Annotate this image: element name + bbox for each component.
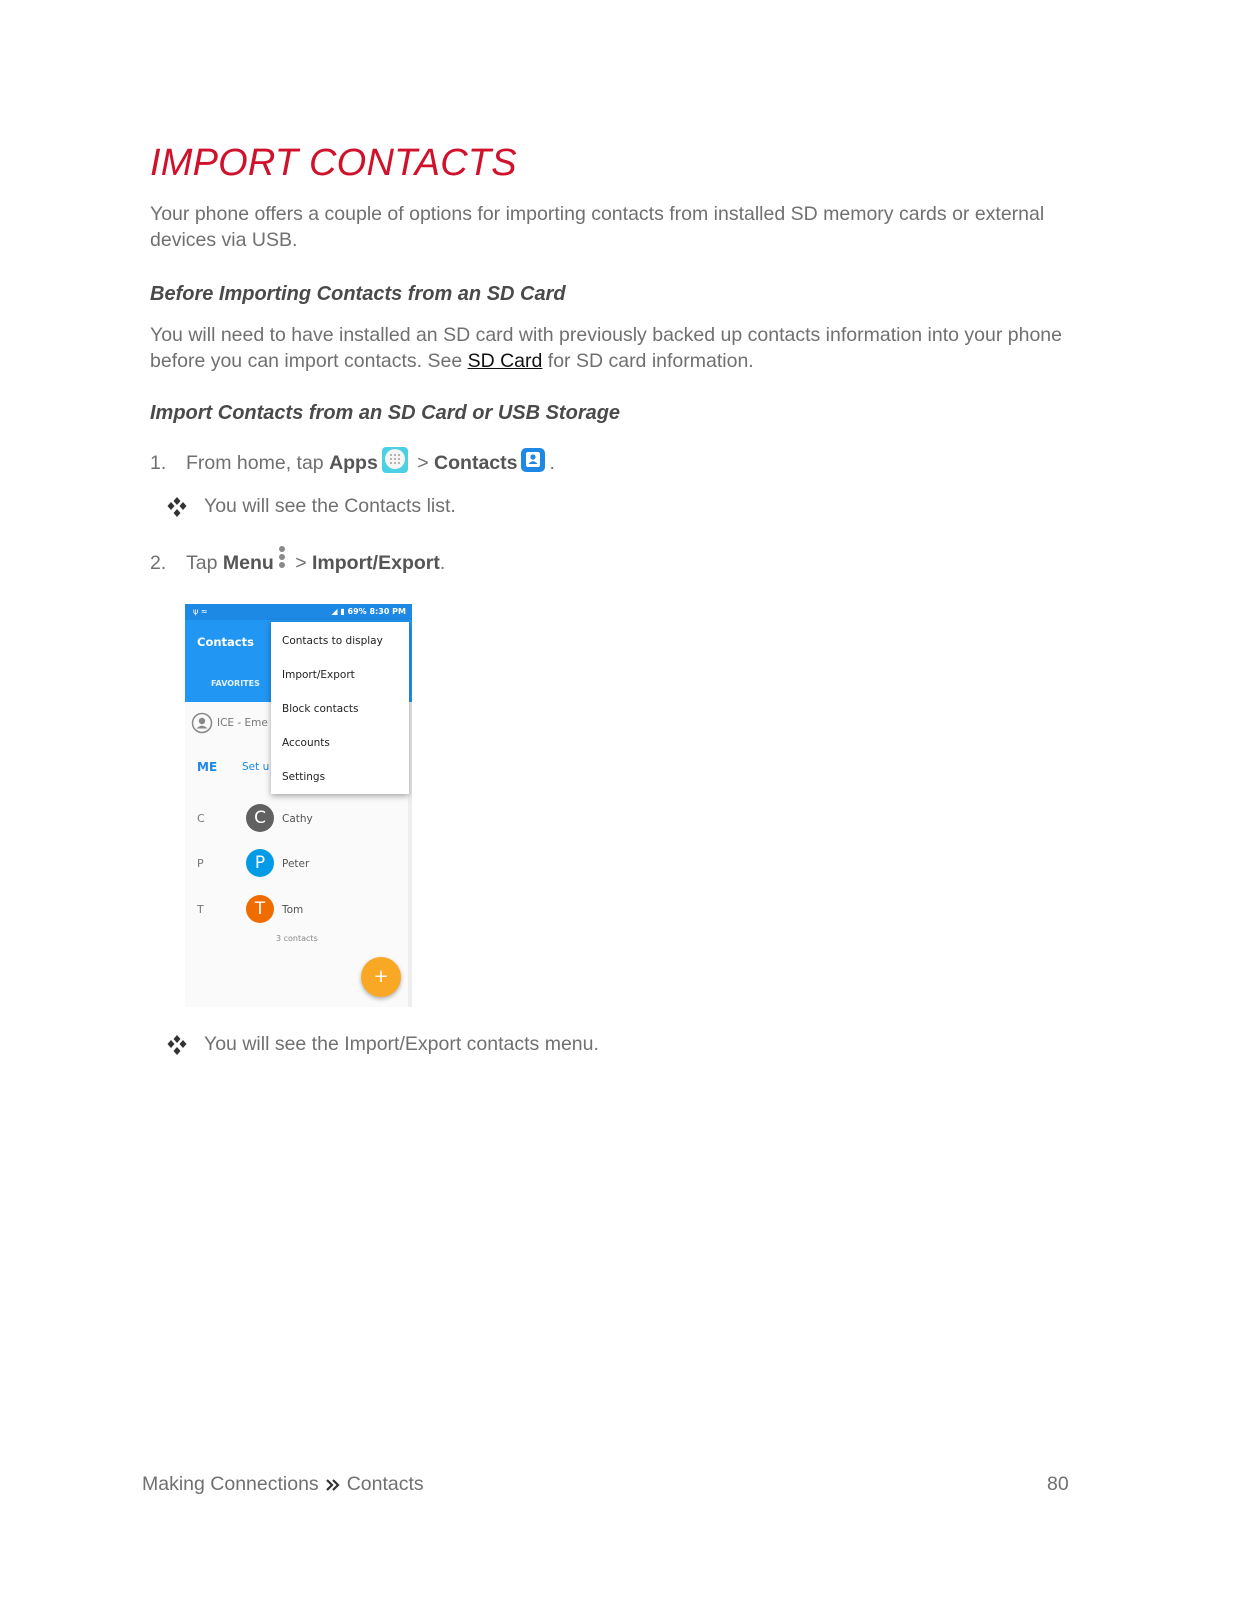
step-1 — [150, 447, 555, 479]
menu-item-contacts-to-display[interactable]: Contacts to display — [282, 635, 383, 647]
me-label: ME — [197, 760, 218, 774]
contact-name: Cathy — [282, 813, 313, 825]
contact-row[interactable] — [185, 895, 412, 925]
tab-favorites[interactable]: FAVORITES — [211, 679, 260, 688]
setup-profile-link[interactable]: Set u — [242, 761, 270, 773]
step-1-number: 1. — [150, 451, 167, 474]
intro-paragraph: Your phone offers a couple of options for importing contacts from installed SD memory cards or external devices via USB. — [150, 203, 1045, 251]
menu-item-accounts[interactable]: Accounts — [282, 737, 330, 749]
footer-section: Making Connections — [142, 1473, 319, 1495]
before-importing-text: You will need to have installed an SD card with previously backed up contacts information into your phone before you can import contacts. See — [150, 324, 1062, 372]
bullet-contacts-list — [166, 495, 456, 518]
import-export-label: Import/Export — [312, 551, 440, 574]
footer-breadcrumb — [142, 1473, 424, 1496]
menu-item-settings[interactable]: Settings — [282, 771, 326, 783]
section-heading-before-importing: Before Importing Contacts from an SD Card — [150, 283, 566, 305]
add-contact-button[interactable]: + — [361, 957, 401, 997]
avatar: T — [246, 895, 274, 923]
page-title: IMPORT CONTACTS — [150, 142, 517, 184]
step-1-text: From home, tap — [186, 451, 330, 474]
step-1-separator: > — [411, 451, 435, 474]
contacts-count: 3 contacts — [276, 934, 318, 943]
status-right — [331, 607, 406, 616]
contact-name: Tom — [282, 904, 304, 916]
contact-row[interactable] — [185, 804, 412, 834]
overflow-menu — [271, 622, 409, 794]
section-letter: P — [197, 857, 204, 870]
section-letter: C — [197, 812, 205, 825]
sd-card-link[interactable]: SD Card — [467, 350, 543, 372]
contacts-label: Contacts — [434, 451, 518, 474]
avatar: C — [246, 804, 274, 832]
page-number: 80 — [1047, 1473, 1069, 1495]
avatar: P — [246, 849, 274, 877]
section-letter: T — [197, 903, 204, 916]
ice-row[interactable] — [191, 712, 268, 734]
signal-icon: ◢ — [331, 607, 338, 616]
contacts-app-icon — [520, 447, 546, 479]
contact-row[interactable] — [185, 849, 412, 879]
before-importing-text-end: for SD card information. — [542, 350, 754, 372]
battery-icon: ▮ — [340, 607, 345, 616]
menu-item-import-export[interactable]: Import/Export — [282, 669, 355, 681]
diamond-bullet-icon — [166, 1034, 188, 1056]
bullet-import-export-text: You will see the Import/Export contacts menu. — [204, 1033, 599, 1055]
apps-label: Apps — [329, 451, 378, 474]
ice-label: ICE - Eme — [217, 717, 268, 729]
step-2-separator: > — [289, 551, 313, 574]
menu-item-block-contacts[interactable]: Block contacts — [282, 703, 359, 715]
person-icon — [191, 712, 213, 734]
section-heading-import-contacts: Import Contacts from an SD Card or USB Storage — [150, 402, 621, 424]
menu-label: Menu — [222, 551, 274, 574]
double-chevron-icon — [325, 1478, 341, 1492]
apps-icon — [381, 446, 409, 480]
contact-name: Peter — [282, 858, 310, 870]
app-title: Contacts — [197, 635, 254, 649]
bullet-import-export-menu — [166, 1033, 599, 1056]
status-time: 8:30 PM — [369, 607, 406, 616]
footer-subsection: Contacts — [346, 1473, 424, 1495]
step-2-text: Tap — [186, 551, 223, 574]
step-2-end: . — [439, 551, 446, 574]
usb-wifi-icon: ψ ≈ — [193, 607, 208, 616]
battery-level: 69% — [347, 607, 367, 616]
step-2 — [150, 547, 445, 579]
menu-dots-icon — [277, 545, 287, 581]
phone-screenshot — [185, 604, 412, 1007]
bullet-contacts-list-text: You will see the Contacts list. — [204, 495, 456, 517]
before-importing-paragraph — [150, 322, 1080, 374]
status-bar — [185, 604, 412, 620]
step-1-end: . — [549, 451, 555, 474]
step-2-number: 2. — [150, 551, 167, 574]
diamond-bullet-icon — [166, 496, 188, 518]
